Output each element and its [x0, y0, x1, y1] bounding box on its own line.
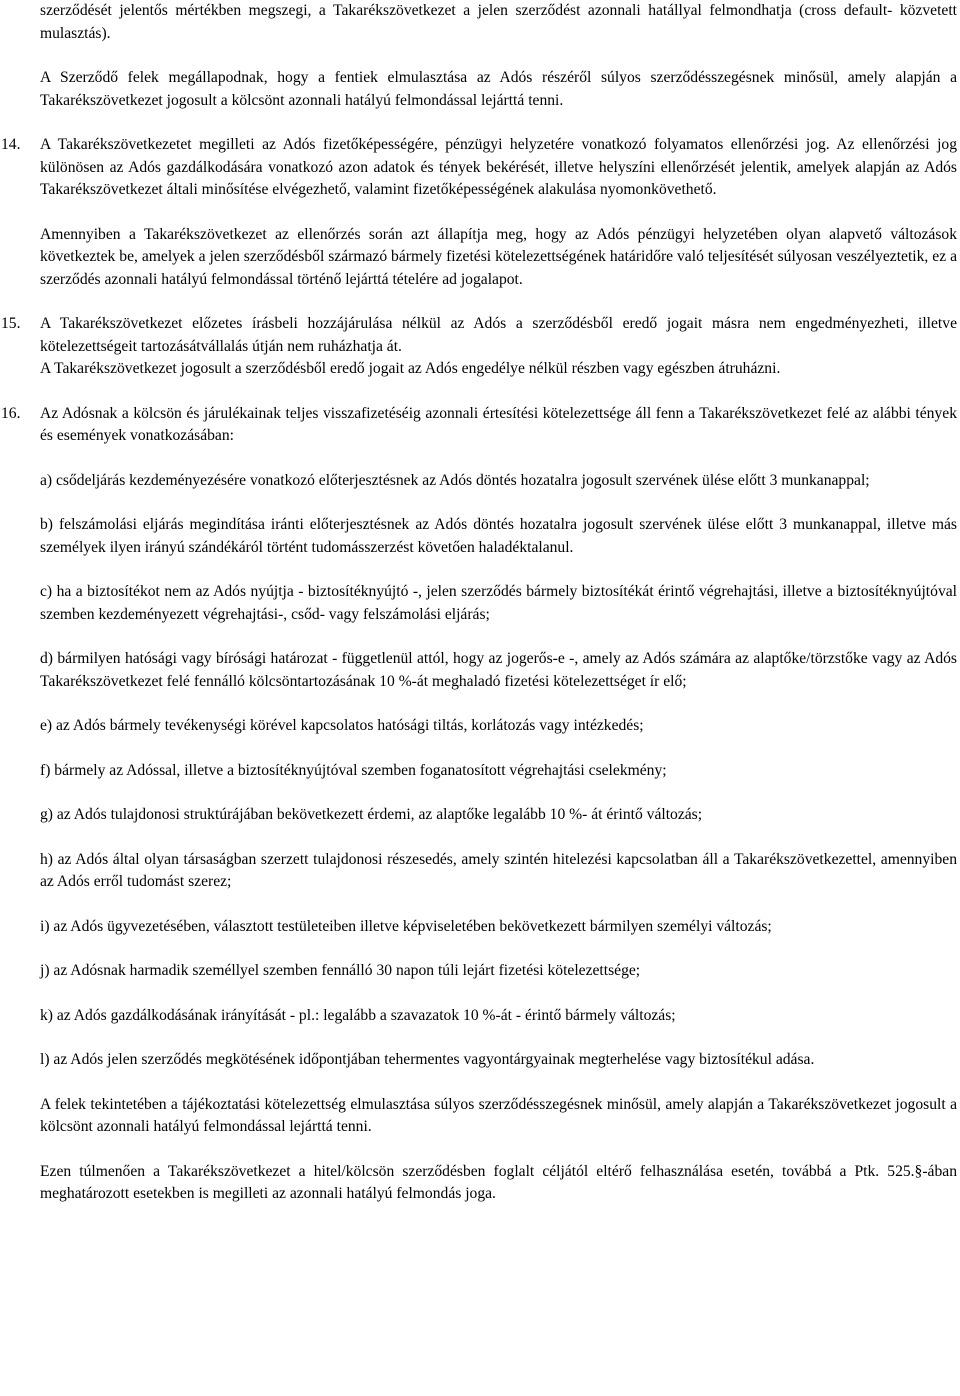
paragraph-cross-default: szerződését jelentős mértékben megszegi, a Takarékszövetkezet a jelen szerződést azonnali hatállyal felmondhatja (cross default- közvetett mulasztás).: [40, 2, 957, 42]
section-number: 15.: [1, 315, 21, 332]
section-14: [1, 134, 957, 291]
list-item: h) az Adós által olyan társaságban szerzett tulajdonosi részesedés, amely szintén hitelezési kapcsolatban áll a Takarékszövetkezettel, amennyiben az Adós erről tudomást szerez;: [40, 850, 957, 890]
section-number: 16.: [1, 404, 21, 422]
list-item: g) az Adós tulajdonosi struktúrájában bekövetkezett érdemi, az alaptőke legalább 10 %- át érintő változás;: [40, 806, 703, 823]
list-item: j) az Adósnak harmadik személlyel szemben fennálló 30 napon túli lejárt fizetési kötelezettsége;: [40, 962, 641, 979]
section-15: [1, 313, 957, 381]
section-16-intro: Az Adósnak a kölcsön és járulékainak teljes visszafizetéséig azonnali értesítési kötelezettsége áll fenn a Takarékszövetkezet felé az alábbi tények és események vonatkozásában:: [40, 404, 957, 444]
list-item: l) az Adós jelen szerződés megkötésének időpontjában tehermentes vagyontárgyainak megterhelése vagy biztosítékul adása.: [40, 1051, 815, 1068]
list-item: c) ha a biztosítékot nem az Adós nyújtja - biztosítéknyújtó -, jelen szerződés bármely biztosítékát érintő végrehajtási, illetve a biztosítéknyújtóval szemben kezdeményezett végrehajtási-, csőd- vagy felszámolási eljárás;: [40, 583, 957, 623]
list-item: i) az Adós ügyvezetésében, választott testületeiben illetve képviseletében bekövetkezett bármilyen személyi változás;: [40, 917, 772, 935]
section-16: [1, 403, 957, 1206]
closing-paragraph-1: A felek tekintetében a tájékoztatási kötelezettség elmulasztása súlyos szerződésszegésnek minősül, amely alapján a Takarékszövetkezet jogosult a kölcsönt azonnali hatályú felmondással lejárttá tenni.: [40, 1095, 957, 1135]
list-item: a) csődeljárás kezdeményezésére vonatkozó előterjesztésnek az Adós döntés hozatalra jogosult szervének ülése előtt 3 munkanappal;: [40, 471, 870, 489]
list-item: e) az Adós bármely tevékenységi körével kapcsolatos hatósági tiltás, korlátozás vagy intézkedés;: [40, 717, 644, 734]
list-item: k) az Adós gazdálkodásának irányítását - pl.: legalább a szavazatok 10 %-át - érintő bármely változás;: [40, 1006, 676, 1024]
section-15-paragraph-2: A Takarékszövetkezet jogosult a szerződésből eredő jogait az Adós engedélye nélkül részben vagy egészben átruházni.: [40, 360, 781, 377]
list-item: b) felszámolási eljárás megindítása iránti előterjesztésnek az Adós döntés hozatalra jogosult szervének ülése előtt 3 munkanappal, illetve más személyek ilyen irányú szándékáról történt tudomásszerzést követően haladéktalanul.: [40, 516, 957, 556]
section-number: 14.: [1, 136, 21, 153]
paragraph-agreement: A Szerződő felek megállapodnak, hogy a fentiek elmulasztása az Adós részéről súlyos szerződésszegésnek minősül, amely alapján a Takarékszövetkezet jogosult a kölcsönt azonnali hatályú felmondással lejárttá tenni.: [40, 69, 957, 109]
section-15-paragraph-1: A Takarékszövetkezet előzetes írásbeli hozzájárulása nélkül az Adós a szerződésből eredő jogait másra nem engedményezheti, illetve kötelezettségeit tartozásátvállalás útján nem ruházhatja át.: [40, 315, 957, 355]
section-14-paragraph-2: Amennyiben a Takarékszövetkezet az ellenőrzés során azt állapítja meg, hogy az Adós pénzügyi helyzetében olyan alapvető változások következtek be, amelyek a jelen szerződésből származó bármely fizetési kötelezettségének határidőre való teljesítését súlyosan veszélyeztetik, ez a szerződés azonnali hatályú felmondással történő lejárttá tételére ad jogalapot.: [40, 225, 957, 288]
list-item: d) bármilyen hatósági vagy bírósági határozat - függetlenül attól, hogy az jogerős-e -, amely az Adós számára az alaptőke/törzstőke vagy az Adós Takarékszövetkezet felé fennálló kölcsöntartozásának 10 %-át meghaladó fizetési kötelezettséget ír elő;: [40, 650, 957, 690]
list-item: f) bármely az Adóssal, illetve a biztosítéknyújtóval szemben foganatosított végrehajtási cselekmény;: [40, 761, 667, 779]
section-14-paragraph-1: A Takarékszövetkezetet megilleti az Adós fizetőképességére, pénzügyi helyzetére vonatkozó folyamatos ellenőrzési jog. Az ellenőrzési jog különösen az Adós gazdálkodására vonatkozó azon adatok és tények bekérését, illetve helyszíni ellenőrzését jelentik, amelyek alapján az Adós Takarékszövetkezet általi minősítése elvégezhető, valamint fizetőképességének alakulása nyomonkövethető.: [40, 136, 957, 198]
closing-paragraph-2: Ezen túlmenően a Takarékszövetkezet a hitel/kölcsön szerződésben foglalt céljától eltérő felhasználása esetén, továbbá a Ptk. 525.§-ában meghatározott esetekben is megilleti az azonnali hatályú felmondás joga.: [40, 1162, 957, 1202]
